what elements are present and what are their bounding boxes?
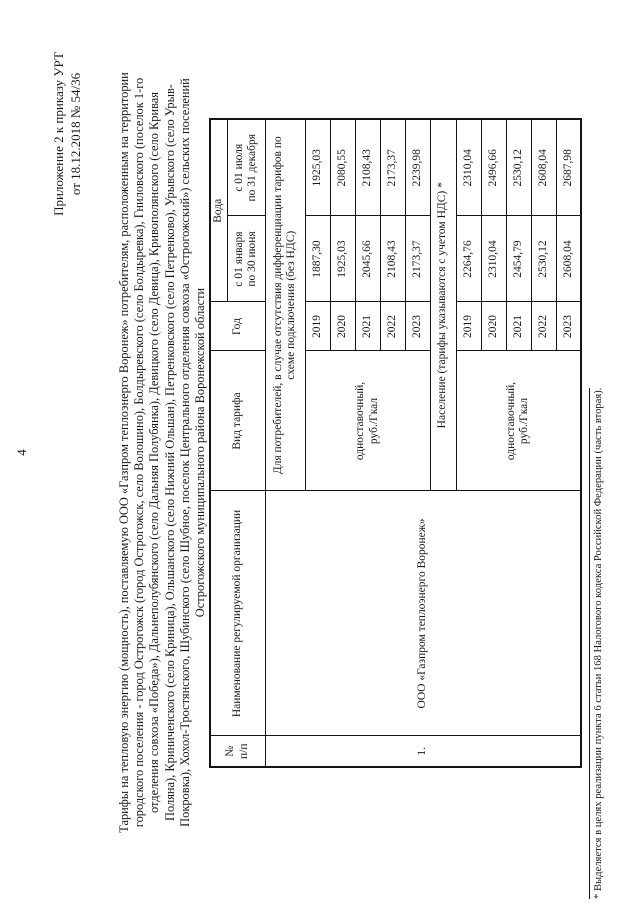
- row-number-cell: 1.: [265, 736, 581, 767]
- col-header-first-half-year: [227, 216, 265, 302]
- value-cell: 2173,37: [380, 119, 405, 216]
- appendix-line: от 18.12.2018 № 54/36: [68, 72, 83, 196]
- value-cell: 2045,66: [355, 216, 380, 302]
- year-cell: 2021: [355, 302, 380, 351]
- value-cell: 2496,66: [481, 119, 506, 216]
- org-name-cell: ООО «Газпром теплоэнерго Воронеж»: [265, 491, 581, 736]
- value-cell: 2080,55: [330, 119, 355, 216]
- col-header-row-number-line: п/п: [237, 743, 250, 760]
- year-cell: 2022: [380, 302, 405, 351]
- col-header-first-half-line: по 30 июня: [246, 231, 259, 287]
- col-header-year: Год: [210, 302, 265, 351]
- tariff-type-line: руб./Гкал: [367, 397, 380, 445]
- tariff-table: [209, 118, 582, 768]
- tariff-type-line: одноставочный,: [354, 381, 366, 461]
- year-cell: 2023: [405, 302, 430, 351]
- tariff-type-line: руб./Гкал: [518, 397, 531, 445]
- value-cell: 2108,43: [355, 119, 380, 216]
- value-cell: 2608,04: [531, 119, 556, 216]
- col-header-second-half-line: по 31 декабря: [246, 133, 259, 202]
- page-number: 4: [14, 449, 29, 456]
- value-cell: 2310,04: [456, 119, 481, 216]
- col-header-water: Вода: [210, 119, 227, 302]
- appendix-line: Приложение 2 к приказу УРТ: [51, 52, 66, 216]
- title-line: Поляна), Криниченского (село Криница), Ольшанского (село Нижний Ольшан), Петренковского (село Петренково), Урывского (село Урыв-: [162, 84, 177, 821]
- col-header-second-half-year: [227, 119, 265, 216]
- year-cell: 2023: [556, 302, 581, 351]
- col-header-row-number: [210, 736, 265, 767]
- col-header-tariff-type: Вид тарифа: [210, 351, 265, 491]
- value-cell: 1887,30: [305, 216, 330, 302]
- appendix-note: [50, 24, 84, 244]
- section-label-population: Население (тарифы указываются с учетом НДС) *: [430, 119, 456, 491]
- col-header-first-half-line: с 01 января: [232, 231, 245, 287]
- value-cell: 1925,03: [305, 119, 330, 216]
- value-cell: 2310,04: [481, 216, 506, 302]
- value-cell: 2530,12: [506, 119, 531, 216]
- value-cell: 2687,98: [556, 119, 581, 216]
- year-cell: 2020: [481, 302, 506, 351]
- col-header-second-half-line: с 01 июля: [232, 143, 245, 192]
- col-header-row-number-line: №: [224, 745, 237, 757]
- tariff-type-cell: [456, 351, 581, 491]
- value-cell: 2454,79: [506, 216, 531, 302]
- year-cell: 2021: [506, 302, 531, 351]
- footnote: * Выделяется в целях реализации пункта 6 статьи 168 Налогового кодекса Российской Федерации (часть вторая).: [589, 388, 604, 899]
- year-cell: 2020: [330, 302, 355, 351]
- year-cell: 2019: [305, 302, 330, 351]
- value-cell: 2239,98: [405, 119, 430, 216]
- value-cell: 2264,76: [456, 216, 481, 302]
- title-line: городского поселения - город Острогожск (город Острогожск, село Волошино), Болдыревского (село Болдыревка), Гниловского (поселок 1-го: [132, 77, 147, 828]
- section-label-consumers: Для потребителей, в случае отсутствия дифференциации тарифов по схеме подключения (без НДС): [265, 119, 305, 491]
- col-header-organization: Наименование регулируемой организации: [210, 491, 265, 736]
- title-line: Острогожского муниципального района Воронежской области: [193, 287, 208, 618]
- title-line: Покровка), Хохол-Тростянского, Шубинского (село Шубное, поселок Центрального отделения совхоза «Острогожский») сельских поселений: [177, 78, 192, 827]
- tariff-type-line: одноставочный,: [504, 381, 517, 461]
- tariff-type-cell: [305, 351, 430, 491]
- value-cell: 1925,03: [330, 216, 355, 302]
- title-line: отделения совхоза «Победа»), Дальнеполубянского (село Дальняя Полубянка), Девицкого (село Девица), Кривополянского (село Кривая: [147, 92, 162, 814]
- value-cell: 2108,43: [380, 216, 405, 302]
- year-cell: 2019: [456, 302, 481, 351]
- value-cell: 2530,12: [531, 216, 556, 302]
- title-line: Тарифы на тепловую энергию (мощность), поставляемую ООО «Газпром теплоэнерго Воронеж» потребителям, расположенным на территории: [117, 72, 131, 833]
- year-cell: 2022: [531, 302, 556, 351]
- document-title: [117, 0, 208, 905]
- value-cell: 2173,37: [405, 216, 430, 302]
- value-cell: 2608,04: [556, 216, 581, 302]
